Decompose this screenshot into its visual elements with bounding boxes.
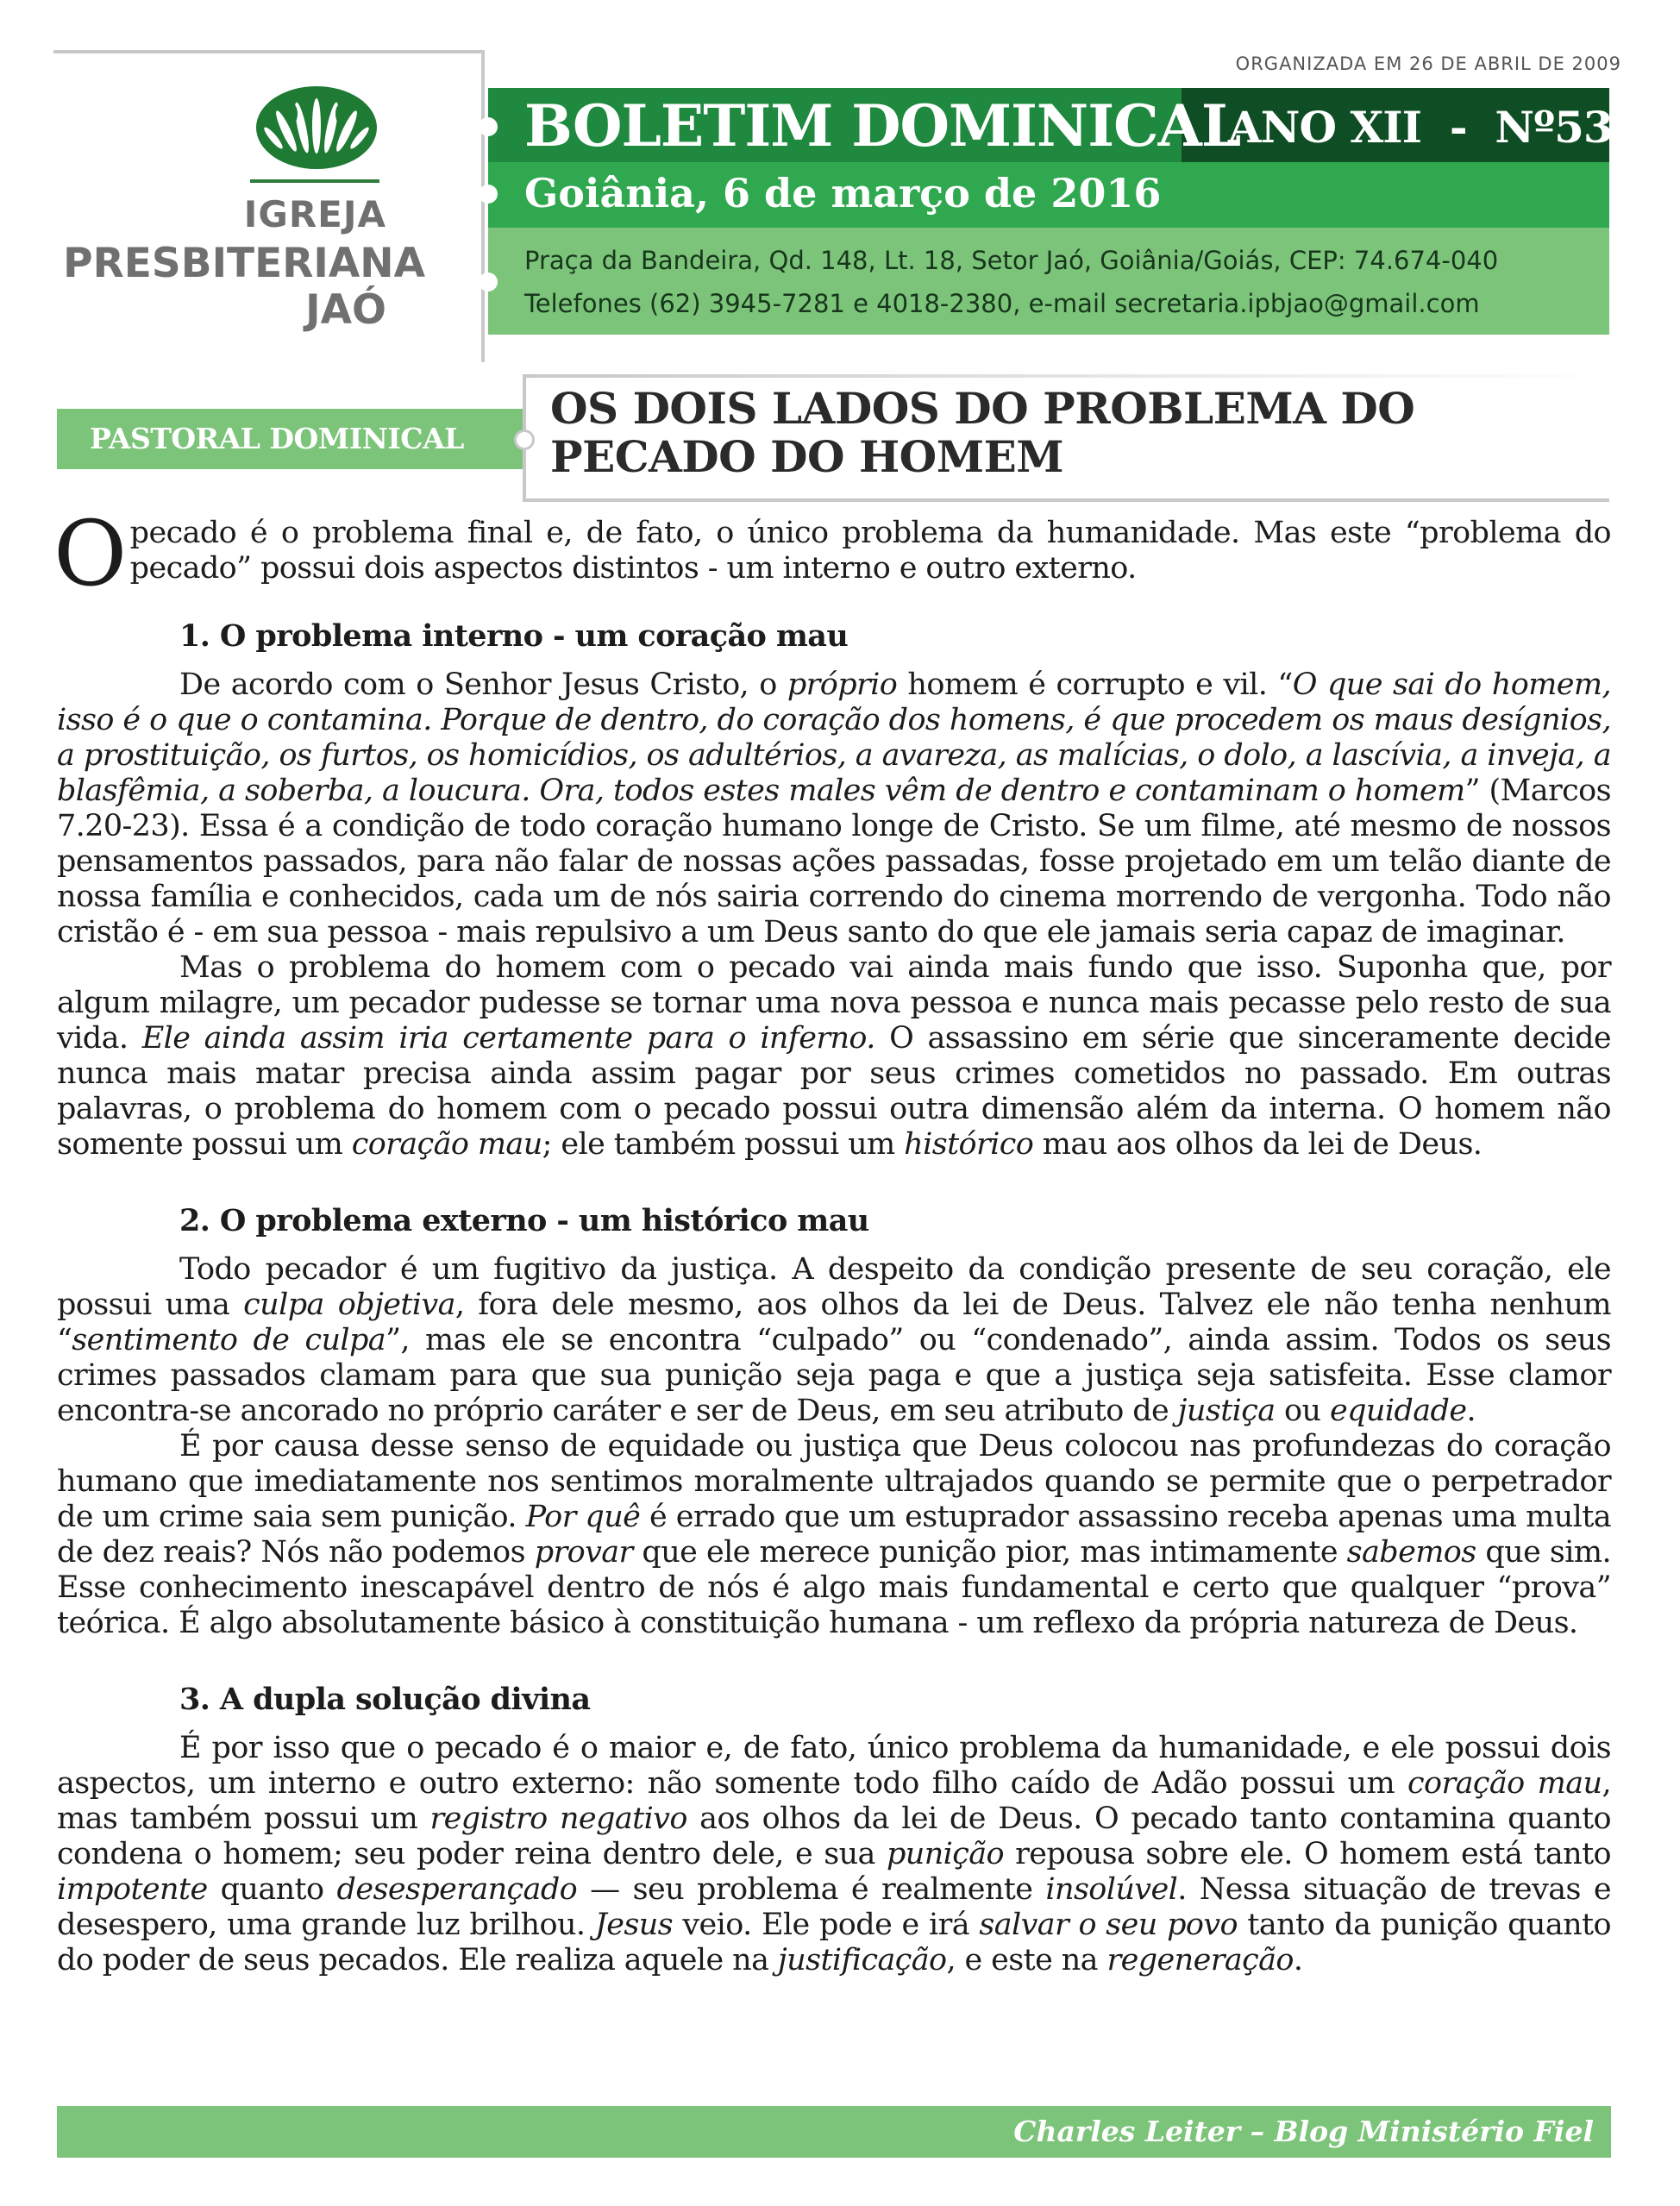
logo-text-presbiteriana: PRESBITERIANA <box>63 240 425 287</box>
year-issue-label: ANO XII - Nº533 <box>1228 102 1642 153</box>
drop-cap: O <box>53 501 127 606</box>
section-label: PASTORAL DOMINICAL <box>90 422 464 455</box>
bullet-dot <box>479 117 498 136</box>
tree-logo-icon <box>252 78 381 172</box>
bulletin-title: BOLETIM DOMINICAL <box>524 92 1241 160</box>
section-heading: 1. O problema interno - um coração mau <box>179 618 849 654</box>
article-title: OS DOIS LADOS DO PROBLEMA DO PECADO DO HOMEM <box>550 383 1415 482</box>
paragraph: Todo pecador é um fugitivo da justiça. A despeito da condição presente de seu coração, ele possui uma culpa objetiva, fora dele mesmo, aos olhos da lei de Deus. Talvez ele não tenha nenhum “sentimento de culpa”, mas ele se encontra “culpado” ou “condenado”, ainda assim. Todos os seus crimes passados clamam para que sua punição seja paga e que a justiça seja satisfeita. Esse clamor encontra-se ancorado no próprio caráter e ser de Deus, em seu atributo de justiça ou equidade. <box>57 1252 1611 1428</box>
church-address: Praça da Bandeira, Qd. 148, Lt. 18, Setor Jaó, Goiânia/Goiás, CEP: 74.674-040 <box>524 246 1499 275</box>
author-credit: Charles Leiter – Blog Ministério Fiel <box>1013 2115 1594 2148</box>
article-title-frame-top <box>523 374 1609 378</box>
intro-paragraph: Opecado é o problema final e, de fato, o único problema da humanidade. Mas este “problema do pecado” possui dois aspectos distintos - um interno e outro externo. <box>53 501 1611 606</box>
bulletin-date: Goiânia, 6 de março de 2016 <box>524 170 1162 216</box>
paragraph: É por isso que o pecado é o maior e, de fato, único problema da humanidade, e ele possui dois aspectos, um interno e outro externo: não somente todo filho caído de Adão possui um coração mau, mas também possui um registro negativo aos olhos da lei de Deus. O pecado tanto contamina quanto condena o homem; seu poder reina dentro dele, e sua punição repousa sobre ele. O homem está tanto impotente quanto desesperançado — seu problema é realmente insolúvel. Nessa situação de trevas e desespero, uma grande luz brilhou. Jesus veio. Ele pode e irá salvar o seu povo tanto da punição quanto do poder de seus pecados. Ele realiza aquele na justificação, e este na regeneração. <box>57 1731 1612 1977</box>
paragraph: É por causa desse senso de equidade ou justiça que Deus colocou nas profundezas do coração humano que imediatamente nos sentimos moralmente ultrajados quando se permite que o perpetrador de um crime saia sem punição. Por quê é errado que um estuprador assassino receba apenas uma multa de dez reais? Nós não podemos provar que ele merece punição pior, mas intimamente sabemos que sim. Esse conhecimento inescapável dentro de nós é algo mais fundamental e certo que qualquer “prova” teórica. É algo absolutamente básico à constituição humana - um reflexo da própria natureza de Deus. <box>57 1429 1611 1640</box>
logo-text-jao: JAÓ <box>305 286 386 334</box>
organized-note: ORGANIZADA EM 26 DE ABRIL DE 2009 <box>1235 53 1621 74</box>
bullet-dot <box>514 429 535 450</box>
logo-divider <box>250 179 379 183</box>
article-body <box>53 501 1612 1978</box>
paragraph: De acordo com o Senhor Jesus Cristo, o próprio homem é corrupto e vil. “O que sai do homem, isso é o que o contamina. Porque de dentro, do coração dos homens, é que procedem os maus desígnios, a prostituição, os furtos, os homicídios, os adultérios, a avareza, as malícias, o dolo, a lascívia, a inveja, a blasfêmia, a soberba, a loucura. Ora, todos estes males vêm de dentro e contaminam o homem” (Marcos 7.20-23). Essa é a condição de todo coração humano longe de Cristo. Se um filme, até mesmo de nossos pensamentos passados, para não falar de nossas ações passadas, fosse projetado em um telão diante de nossa família e conhecidos, cada um de nós sairia correndo do cinema morrendo de vergonha. Todo não cristão é - em sua pessoa - mais repulsivo a um Deus santo do que ele jamais seria capaz de imaginar. <box>57 667 1611 949</box>
church-contact: Telefones (62) 3945-7281 e 4018-2380, e-mail secretaria.ipbjao@gmail.com <box>524 289 1480 318</box>
logo-text-igreja: IGREJA <box>243 193 386 235</box>
paragraph: Mas o problema do homem com o pecado vai ainda mais fundo que isso. Suponha que, por algum milagre, um pecador pudesse se tornar uma nova pessoa e nunca mais pecasse pelo resto de sua vida. Ele ainda assim iria certamente para o inferno. O assassino em série que sinceramente decide nunca mais matar precisa ainda assim pagar por seus crimes cometidos no passado. Em outras palavras, o problema do homem com o pecado possui outra dimensão além da interna. O homem não somente possui um coração mau; ele também possui um histórico mau aos olhos da lei de Deus. <box>57 950 1612 1162</box>
bullet-dot <box>479 185 498 204</box>
section-heading: 2. O problema externo - um histórico mau <box>179 1203 869 1238</box>
section-heading: 3. A dupla solução divina <box>179 1682 591 1717</box>
bullet-dot <box>479 273 498 291</box>
